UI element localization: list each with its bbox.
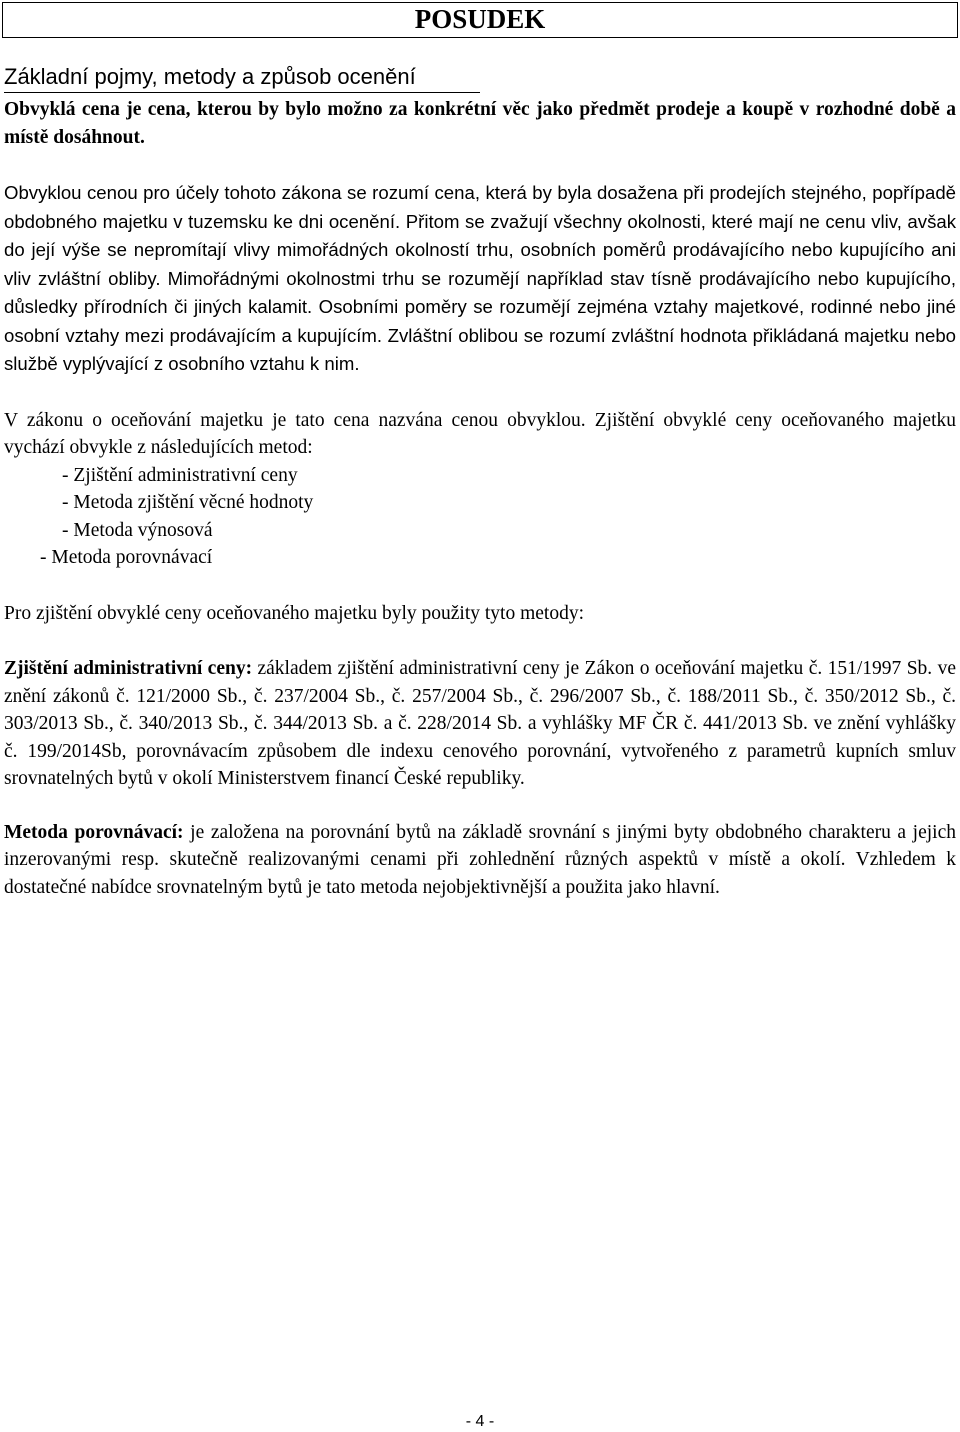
definition-text: Obvyklá cena je cena, kterou by bylo možno za konkrétní věc jako předmět prodeje a koupě v rozhodné době a místě dosáhnout.	[4, 99, 956, 148]
comparative-label: Metoda porovnávací:	[4, 821, 184, 843]
admin-label: Zjištění administrativní ceny:	[4, 658, 253, 679]
comparative-text: je založena na porovnání bytů na základě srovnání s jinými byty obdobného charakteru a jejich inzerovanými resp. skutečně realizovanými cenami při zohlednění různých aspektů v místě a okolí. Vzhledem k dostatečné nabídce srovnatelným bytů je tato metoda nejobjektivnější a použita jako hlavní.	[4, 821, 956, 898]
method-list	[4, 462, 956, 572]
paragraph-metoda-porovnavaci	[4, 819, 956, 902]
section-heading: Základní pojmy, metody a způsob ocenění	[4, 62, 480, 93]
document-title: POSUDEK	[414, 4, 546, 34]
page-number: - 4 -	[465, 1413, 495, 1430]
method-item: - Metoda zjištění věcné hodnoty	[62, 492, 314, 513]
paragraph-administrativni-cena	[4, 655, 956, 793]
paragraph-zakon: V zákonu o oceňování majetku je tato cena nazvána cenou obvyklou. Zjištění obvyklé ceny oceňovaného majetku vychází obvykle z následujících metod:	[4, 409, 956, 458]
paragraph-obvykla-cena-sentence1: Obvyklou cenou pro účely tohoto zákona se rozumí cena, která by byla dosažena při prodejích stejného, popřípadě obdobného majetku v tuzemsku ke dni ocenění.	[4, 182, 956, 232]
method-item: - Metoda porovnávací	[40, 547, 213, 568]
paragraph-pouzite-metody: Pro zjištění obvyklé ceny oceňovaného majetku byly použity tyto metody:	[4, 602, 585, 624]
paragraph-obvykla-cena	[4, 179, 956, 379]
method-item: - Metoda výnosová	[62, 519, 213, 541]
document-body	[4, 96, 956, 901]
paragraph-obvykla-cena-rest: Přitom se zvažují všechny okolnosti, které mají ne cenu vliv, avšak do její výše se nepromítají vlivy mimořádných okolností trhu, osobních poměrů prodávajícího nebo kupujícího ani vliv zvláštní obliby. Mimořádnými okolnostmi trhu se rozumějí například stav tísně prodávajícího nebo kupujícího, důsledky přírodních či jiných kalamit. Osobními poměry se rozumějí zejména vztahy majetkové, rodinné nebo jiné osobní vztahy mezi prodávajícím a kupujícím. Zvláštní oblibou se rozumí zvláštní hodnota přikládaná majetku nebo službě vyplývající z osobního vztahu k nim.	[4, 210, 956, 374]
method-item: - Zjištění administrativní ceny	[62, 464, 298, 486]
admin-text: základem zjištění administrativní ceny je Zákon o oceňování majetku č. 151/1997 Sb. ve znění zákonů č. 121/2000 Sb., č. 237/2004 Sb., č. 257/2004 Sb., č. 296/2007 Sb., č. 188/2011 Sb., č. 350/2012 Sb., č. 303/2013 Sb., č. 340/2013 Sb., č. 344/2013 Sb. a č. 228/2014 Sb. a vyhlášky MF ČR č. 441/2013 Sb. ve znění vyhlášky č. 199/2014Sb, porovnávacím způsobem dle indexu cenového porovnání, vytvořeného z parametrů kupních smluv srovnatelných bytů v okolí Ministerstvem financí České republiky.	[4, 658, 957, 789]
definition-paragraph	[4, 96, 956, 151]
